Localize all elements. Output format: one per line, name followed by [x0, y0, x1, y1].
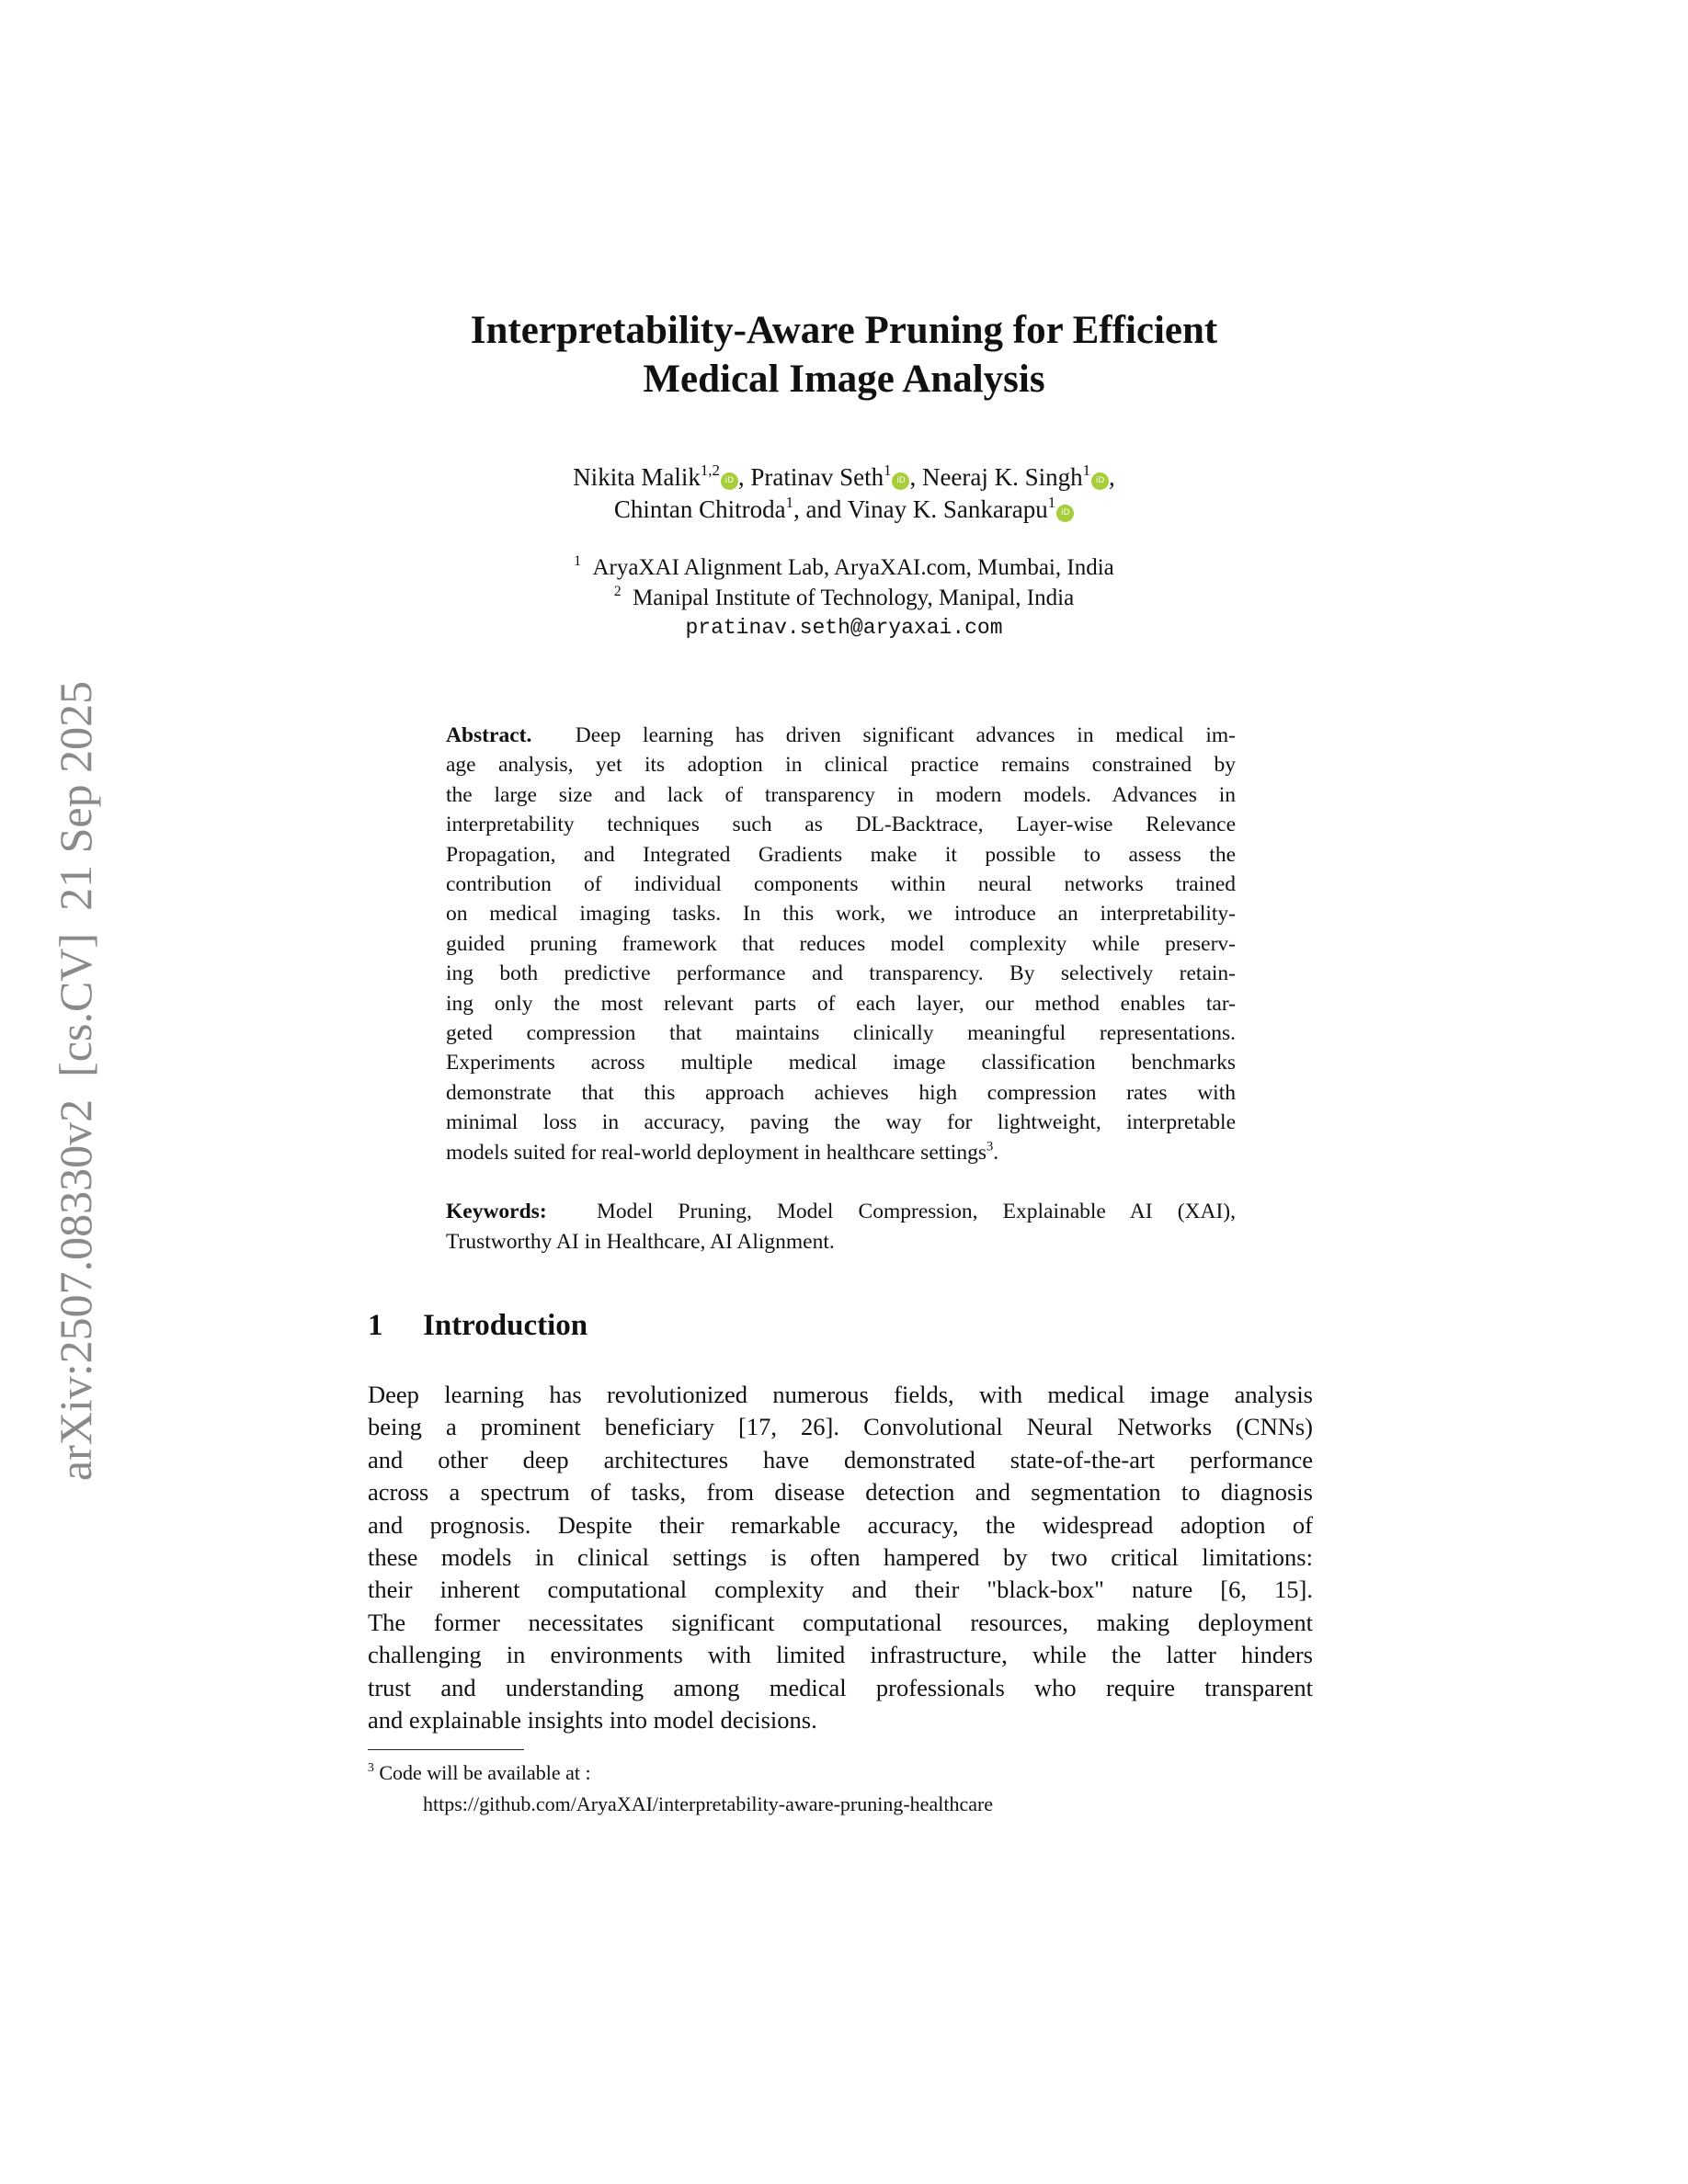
affiliation-text: Manipal Institute of Technology, Manipal, India — [633, 586, 1075, 610]
abstract-text: . — [993, 1140, 999, 1165]
abstract-line: interpretability techniques such as DL-Backtrace, Layer-wise Relevance — [446, 813, 1236, 837]
abstract-line: age analysis, yet its adoption in clinical practice remains constrained by — [446, 753, 1236, 778]
abstract-line: Experiments across multiple medical image classification benchmarks — [446, 1051, 1236, 1075]
footnote — [368, 1757, 993, 1820]
intro-line: trust and understanding among medical professionals who require transparent — [368, 1673, 1313, 1701]
keywords-line — [446, 1197, 1236, 1227]
intro-line: and prognosis. Despite their remarkable accuracy, the widespread adoption of — [368, 1510, 1313, 1539]
orcid-icon[interactable]: iD — [1056, 505, 1074, 522]
arxiv-category: [cs.CV] — [50, 932, 101, 1077]
author-name: Nikita Malik — [573, 463, 701, 491]
abstract-line — [446, 1138, 1236, 1167]
affiliation — [0, 552, 1688, 583]
separator: , — [909, 463, 922, 491]
author-list — [0, 461, 1688, 526]
keywords-text: Model Pruning, Model Compression, Explainable AI (XAI), — [597, 1200, 1236, 1223]
arxiv-date: 21 Sep 2025 — [50, 680, 101, 911]
separator: , — [737, 463, 751, 491]
affiliations — [0, 552, 1688, 643]
author-name: Vinay K. Sankarapu — [847, 495, 1048, 523]
arxiv-id: arXiv:2507.08330v2 — [50, 1098, 101, 1482]
footnote-text: Code will be available at : — [379, 1761, 591, 1784]
intro-line: these models in clinical settings is often hampered by two critical limitations: — [368, 1543, 1313, 1572]
affiliation-text: AryaXAI Alignment Lab, AryaXAI.com, Mumbai, India — [592, 555, 1114, 580]
affiliation-marker: 1 — [785, 494, 793, 512]
intro-line: and other deep architectures have demonstrated state-of-the-art performance — [368, 1445, 1313, 1473]
code-url-link[interactable]: https://github.com/AryaXAI/interpretability-aware-pruning-healthcare — [423, 1792, 994, 1815]
title-line: Medical Image Analysis — [643, 358, 1045, 401]
title-line: Interpretability-Aware Pruning for Efficient — [470, 309, 1218, 352]
abstract-line: Propagation, and Integrated Gradients make it possible to assess the — [446, 842, 1236, 867]
intro-line: their inherent computational complexity and their "black-box" nature [6, 15]. — [368, 1575, 1313, 1604]
intro-line: and explainable insights into model decisions. — [368, 1706, 817, 1735]
paper-title — [0, 306, 1688, 404]
abstract-line: ing both predictive performance and transparency. By selectively retain- — [446, 961, 1236, 986]
section-title: Introduction — [423, 1309, 588, 1342]
affiliation-marker: 1,2 — [700, 461, 720, 480]
intro-line: Deep learning has revolutionized numerous fields, with medical image analysis — [368, 1381, 1313, 1408]
author-line — [0, 494, 1688, 526]
abstract-line: ing only the most relevant parts of each layer, our method enables tar- — [446, 991, 1236, 1016]
footnote-marker[interactable]: 3 — [986, 1139, 994, 1155]
affiliation-marker: 1 — [1047, 494, 1056, 512]
abstract-line: guided pruning framework that reduces model complexity while preserv- — [446, 931, 1236, 956]
abstract-line: contribution of individual components within neural networks trained — [446, 872, 1236, 897]
author-name: Pratinav Seth — [750, 463, 884, 491]
separator: , — [1109, 463, 1115, 491]
intro-line: being a prominent beneficiary [17, 26]. Convolutional Neural Networks (CNNs) — [368, 1413, 1313, 1441]
keywords-line: Trustworthy AI in Healthcare, AI Alignment. — [446, 1230, 835, 1254]
author-name: Neeraj K. Singh — [921, 463, 1083, 491]
abstract-line: the large size and lack of transparency in modern models. Advances in — [446, 782, 1236, 807]
intro-line: challenging in environments with limited infrastructure, while the latter hinders — [368, 1641, 1313, 1669]
abstract-label: Abstract. — [446, 723, 532, 747]
intro-line: across a spectrum of tasks, from disease detection and segmentation to diagnosis — [368, 1478, 1313, 1507]
footnote-marker: 3 — [368, 1760, 374, 1775]
section-number: 1 — [368, 1309, 383, 1342]
abstract-line: demonstrate that this approach achieves high compression rates with — [446, 1080, 1236, 1105]
orcid-icon[interactable]: iD — [721, 472, 738, 490]
orcid-icon[interactable]: iD — [892, 472, 909, 490]
affiliation-marker: 1 — [884, 461, 892, 480]
abstract-line: minimal loss in accuracy, paving the way for lightweight, interpretable — [446, 1110, 1236, 1135]
orcid-icon[interactable]: iD — [1091, 472, 1109, 490]
intro-line: The former necessitates significant computational resources, making deployment — [368, 1608, 1313, 1636]
affiliation-marker: 2 — [613, 583, 622, 599]
affiliation-marker: 1 — [1082, 461, 1091, 480]
contact-email[interactable]: pratinav.seth@aryaxai.com — [685, 616, 1003, 640]
separator: , and — [793, 495, 848, 523]
intro-paragraph — [368, 1379, 1313, 1736]
abstract-line — [446, 721, 1236, 750]
keywords — [446, 1197, 1236, 1257]
abstract-text: Deep learning has driven significant advances in medical im- — [575, 723, 1237, 747]
affiliation-marker: 1 — [574, 552, 581, 569]
abstract-line: geted compression that maintains clinically meaningful representations. — [446, 1021, 1236, 1046]
arxiv-side-stamp — [49, 670, 102, 1492]
section-heading — [368, 1309, 587, 1343]
abstract-line: on medical imaging tasks. In this work, we introduce an interpretability- — [446, 902, 1236, 927]
footnote-rule — [368, 1749, 524, 1750]
author-name: Chintan Chitroda — [613, 495, 786, 523]
affiliation — [0, 583, 1688, 613]
abstract — [446, 721, 1236, 1167]
abstract-text: models suited for real-world deployment in healthcare settings — [446, 1140, 987, 1165]
keywords-label: Keywords: — [446, 1200, 547, 1223]
author-line — [0, 461, 1688, 494]
